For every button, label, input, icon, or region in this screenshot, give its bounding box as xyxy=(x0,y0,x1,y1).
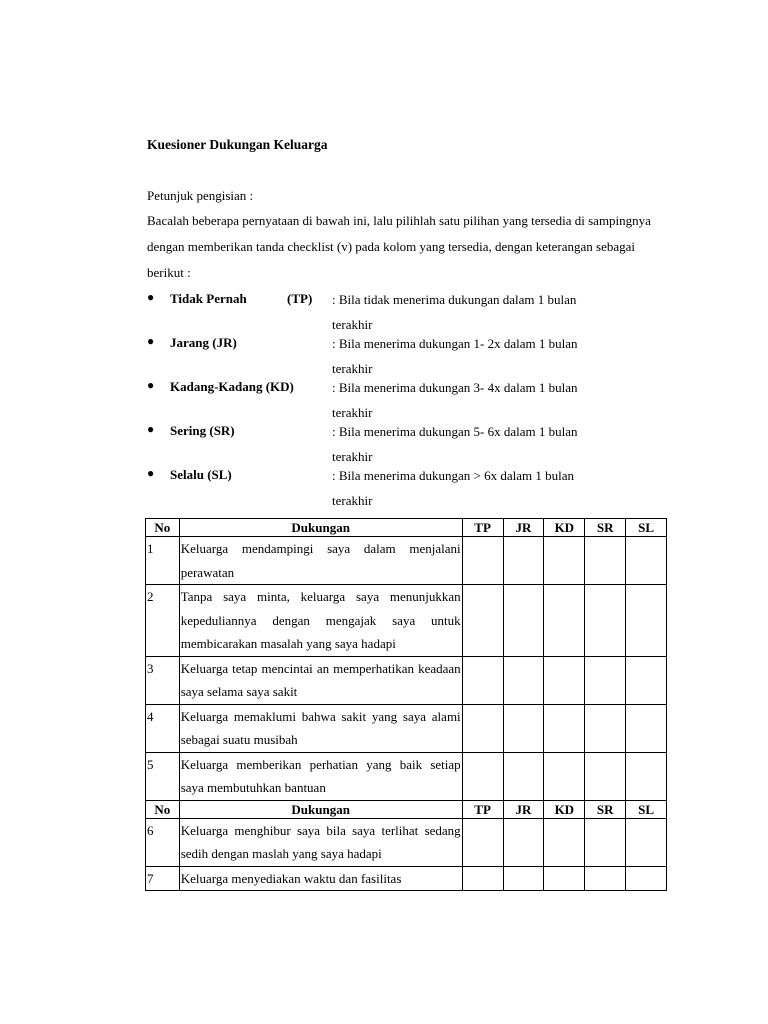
header-sr: SR xyxy=(585,800,626,818)
checkbox-cell-sl[interactable] xyxy=(626,585,667,657)
table-row xyxy=(146,704,667,752)
legend-description: : Bila menerima dukungan > 6x dalam 1 bulan terakhir xyxy=(332,468,574,508)
legend-term: Selalu (SL) xyxy=(170,467,232,482)
legend-item xyxy=(147,287,667,331)
checkbox-cell-tp[interactable] xyxy=(462,656,503,704)
checkbox-cell-jr[interactable] xyxy=(503,866,544,891)
checkbox-cell-kd[interactable] xyxy=(544,585,585,657)
checkbox-cell-jr[interactable] xyxy=(503,656,544,704)
header-sl: SL xyxy=(626,519,667,537)
bullet-icon: ● xyxy=(147,466,155,480)
header-sl: SL xyxy=(626,800,667,818)
checkbox-cell-sr[interactable] xyxy=(585,752,626,800)
legend-description: : Bila menerima dukungan 1- 2x dalam 1 bulan terakhir xyxy=(332,336,578,376)
checkbox-cell-jr[interactable] xyxy=(503,752,544,800)
checkbox-cell-kd[interactable] xyxy=(544,537,585,585)
legend-term: Sering (SR) xyxy=(170,423,235,438)
checkbox-cell-tp[interactable] xyxy=(462,537,503,585)
header-kd: KD xyxy=(544,519,585,537)
row-number: 3 xyxy=(146,656,180,704)
instructions-label: Petunjuk pengisian : xyxy=(147,188,254,203)
checkbox-cell-sl[interactable] xyxy=(626,818,667,866)
document-title: Kuesioner Dukungan Keluarga xyxy=(147,137,328,152)
bullet-icon: ● xyxy=(147,378,155,392)
legend-item xyxy=(147,419,667,463)
checkbox-cell-jr[interactable] xyxy=(503,585,544,657)
row-number: 1 xyxy=(146,537,180,585)
checkbox-cell-tp[interactable] xyxy=(462,866,503,891)
bullet-icon: ● xyxy=(147,290,155,304)
table-row xyxy=(146,585,667,657)
bullet-icon: ● xyxy=(147,334,155,348)
legend-abbreviation: (TP) xyxy=(287,291,313,306)
legend-term: Jarang (JR) xyxy=(170,335,237,350)
checkbox-cell-kd[interactable] xyxy=(544,752,585,800)
row-statement: Keluarga mendampingi saya dalam menjalani perawatan xyxy=(179,537,462,585)
row-number: 2 xyxy=(146,585,180,657)
row-number: 7 xyxy=(146,866,180,891)
checkbox-cell-sl[interactable] xyxy=(626,866,667,891)
row-statement: Keluarga tetap mencintai an memperhatikan keadaan saya selama saya sakit xyxy=(179,656,462,704)
checkbox-cell-sl[interactable] xyxy=(626,704,667,752)
row-statement: Tanpa saya minta, keluarga saya menunjukkan kepeduliannya dengan mengajak saya untuk membicarakan masalah yang saya hadapi xyxy=(179,585,462,657)
header-sr: SR xyxy=(585,519,626,537)
questionnaire-table xyxy=(145,518,667,891)
checkbox-cell-sl[interactable] xyxy=(626,537,667,585)
header-dukungan: Dukungan xyxy=(179,800,462,818)
row-statement: Keluarga menghibur saya bila saya terlihat sedang sedih dengan maslah yang saya hadapi xyxy=(179,818,462,866)
table-row xyxy=(146,752,667,800)
checkbox-cell-sr[interactable] xyxy=(585,818,626,866)
checkbox-cell-sr[interactable] xyxy=(585,537,626,585)
header-no: No xyxy=(146,800,180,818)
legend-term: Kadang-Kadang (KD) xyxy=(170,379,294,394)
legend-item xyxy=(147,375,667,419)
header-dukungan: Dukungan xyxy=(179,519,462,537)
checkbox-cell-sr[interactable] xyxy=(585,704,626,752)
checkbox-cell-kd[interactable] xyxy=(544,866,585,891)
checkbox-cell-jr[interactable] xyxy=(503,704,544,752)
row-number: 5 xyxy=(146,752,180,800)
checkbox-cell-jr[interactable] xyxy=(503,818,544,866)
legend-term: Tidak Pernah xyxy=(170,291,247,306)
header-jr: JR xyxy=(503,800,544,818)
table-header-row-repeat xyxy=(146,800,667,818)
table-row xyxy=(146,818,667,866)
table-row xyxy=(146,537,667,585)
checkbox-cell-tp[interactable] xyxy=(462,752,503,800)
checkbox-cell-tp[interactable] xyxy=(462,704,503,752)
table-row xyxy=(146,656,667,704)
row-statement: Keluarga memaklumi bahwa sakit yang saya alami sebagai suatu musibah xyxy=(179,704,462,752)
header-tp: TP xyxy=(462,800,503,818)
table-header-row xyxy=(146,519,667,537)
header-jr: JR xyxy=(503,519,544,537)
checkbox-cell-sr[interactable] xyxy=(585,656,626,704)
header-tp: TP xyxy=(462,519,503,537)
checkbox-cell-sr[interactable] xyxy=(585,866,626,891)
instructions-body: Bacalah beberapa pernyataan di bawah ini, lalu pilihlah satu pilihan yang tersedia di sampingnya dengan memberikan tanda checklist (v) pada kolom yang tersedia, dengan keterangan sebagai berikut : xyxy=(147,213,651,280)
checkbox-cell-tp[interactable] xyxy=(462,585,503,657)
answer-legend xyxy=(147,287,667,507)
header-kd: KD xyxy=(544,800,585,818)
checkbox-cell-kd[interactable] xyxy=(544,656,585,704)
checkbox-cell-kd[interactable] xyxy=(544,818,585,866)
row-number: 6 xyxy=(146,818,180,866)
checkbox-cell-sl[interactable] xyxy=(626,752,667,800)
header-no: No xyxy=(146,519,180,537)
legend-description: : Bila tidak menerima dukungan dalam 1 bulan terakhir xyxy=(332,292,577,332)
legend-description: : Bila menerima dukungan 5- 6x dalam 1 bulan terakhir xyxy=(332,424,578,464)
legend-item xyxy=(147,463,667,507)
bullet-icon: ● xyxy=(147,422,155,436)
legend-item xyxy=(147,331,667,375)
table-row xyxy=(146,866,667,891)
checkbox-cell-tp[interactable] xyxy=(462,818,503,866)
legend-description: : Bila menerima dukungan 3- 4x dalam 1 bulan terakhir xyxy=(332,380,578,420)
checkbox-cell-jr[interactable] xyxy=(503,537,544,585)
checkbox-cell-kd[interactable] xyxy=(544,704,585,752)
row-statement: Keluarga memberikan perhatian yang baik setiap saya membutuhkan bantuan xyxy=(179,752,462,800)
checkbox-cell-sl[interactable] xyxy=(626,656,667,704)
row-number: 4 xyxy=(146,704,180,752)
checkbox-cell-sr[interactable] xyxy=(585,585,626,657)
row-statement: Keluarga menyediakan waktu dan fasilitas xyxy=(179,866,462,891)
